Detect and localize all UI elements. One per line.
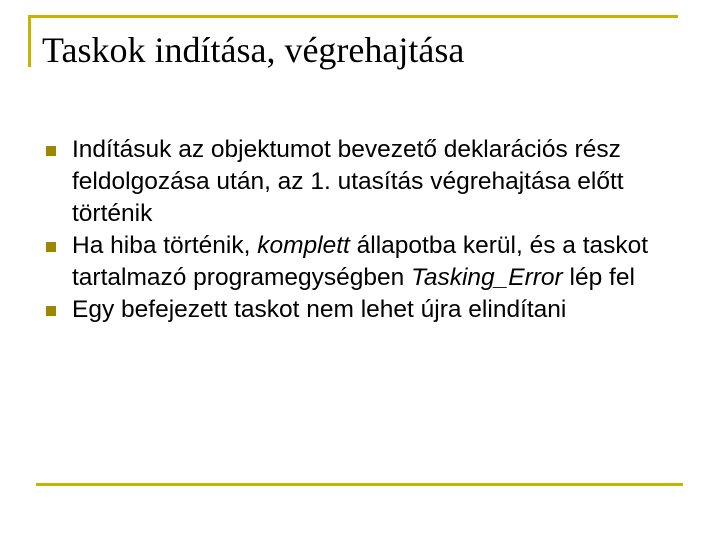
bullet-item-2 <box>42 230 692 294</box>
bullet-text-2d-italic: Tasking_Error <box>411 264 563 291</box>
bullet-text-2c: állapotba kerül, és a taskot tartalmazó programegységben <box>72 232 649 291</box>
bullet-text-2e: lép fel <box>562 264 635 291</box>
bullet-text-1: Indításuk az objektumot bevezető deklarációs rész feldolgozása után, az 1. utasítás végrehajtása előtt történik <box>72 136 624 227</box>
bullet-item-1 <box>42 134 692 230</box>
bullet-text-3: Egy befejezett taskot nem lehet újra elindítani <box>72 296 567 323</box>
bottom-rule <box>36 483 683 486</box>
bullet-item-3 <box>42 294 692 326</box>
title-top-rule <box>28 15 678 18</box>
bullet-list <box>42 134 692 326</box>
bullet-text-2a: Ha hiba történik, <box>72 232 258 259</box>
slide-title: Taskok indítása, végrehajtása <box>42 30 465 70</box>
bullet-text-2b-italic: komplett <box>257 232 350 259</box>
square-bullet-icon <box>46 242 56 252</box>
square-bullet-icon <box>46 306 56 316</box>
title-left-rule <box>28 15 31 67</box>
square-bullet-icon <box>46 146 56 156</box>
